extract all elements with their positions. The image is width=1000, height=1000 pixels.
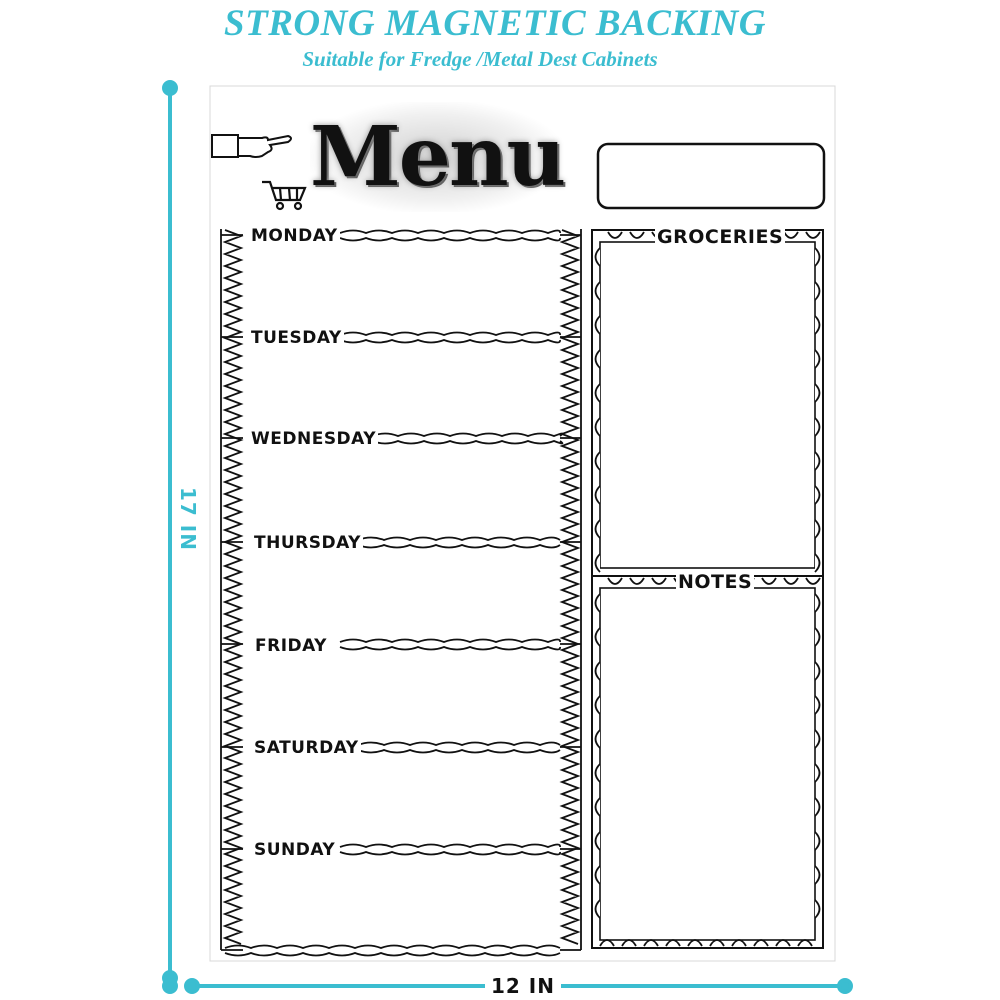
day-label-tuesday: TUESDAY: [251, 328, 342, 348]
day-label-saturday: SATURDAY: [254, 738, 359, 758]
day-label-wednesday: WEDNESDAY: [251, 429, 377, 449]
day-label-monday: MONDAY: [251, 226, 338, 246]
day-label-sunday: SUNDAY: [254, 840, 336, 860]
height-label: 17 IN: [177, 483, 199, 555]
groceries-label: GROCERIES: [657, 226, 784, 248]
headline: STRONG MAGNETIC BACKING: [224, 3, 766, 44]
notes-label: NOTES: [678, 571, 753, 593]
subheadline: Suitable for Fredge /Metal Dest Cabinets: [302, 47, 658, 71]
height-dimension-line: [164, 82, 176, 984]
width-label: 12 IN: [485, 975, 561, 997]
board-outline: [210, 86, 835, 961]
day-label-friday: FRIDAY: [255, 636, 327, 656]
day-label-thursday: THURSDAY: [254, 533, 361, 553]
menu-title: Menu: [310, 102, 560, 212]
top-right-write-box[interactable]: [598, 144, 824, 208]
